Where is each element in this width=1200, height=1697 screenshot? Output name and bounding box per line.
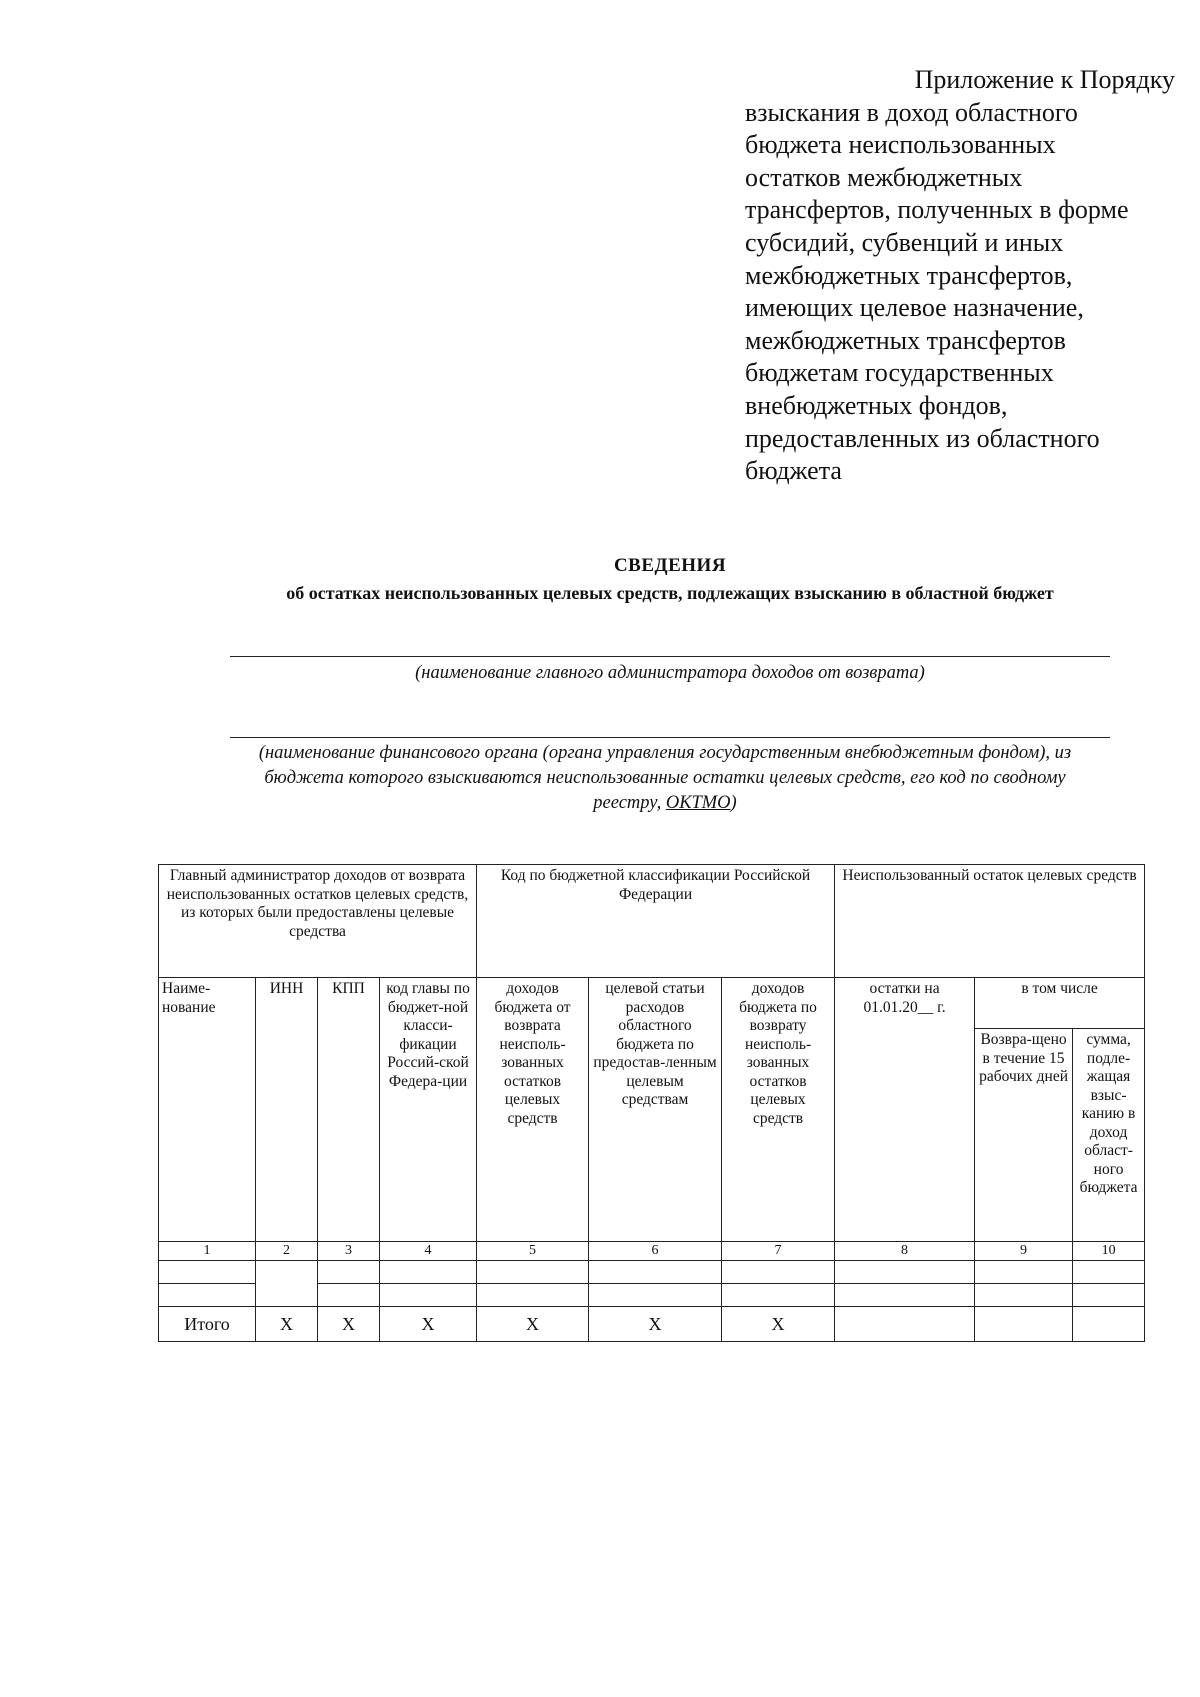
column-number: 10 [1073,1242,1145,1261]
appendix-line: бюджета неиспользованных [745,130,1056,160]
appendix-line: имеющих целевое назначение, [745,293,1084,323]
column-number: 4 [380,1242,477,1261]
column-number: 8 [835,1242,975,1261]
total-cell-x: X [589,1307,722,1342]
col-target-article-header: целевой статьи расходов областного бюджета по предостав-ленным целевым средствам [589,978,722,1242]
col-to-recover-header: сумма, подле-жащая взыс-канию в доход област-ного бюджета [1073,1029,1145,1242]
appendix-line: внебюджетных фондов, [745,390,1008,420]
column-number: 1 [159,1242,256,1261]
table-cell[interactable] [1073,1284,1145,1307]
appendix-line: межбюджетных трансфертов, [745,260,1073,290]
table-cell[interactable] [835,1284,975,1307]
appendix-line: Приложение к Порядку [914,65,1175,94]
table-cell[interactable] [722,1261,835,1284]
appendix-line: бюджета [745,456,842,486]
finorg-caption-line: бюджета которого взыскиваются неиспользованные остатки целевых средств, его код по сводному [264,768,1066,788]
col-inn-header: ИНН [256,978,318,1242]
column-number: 3 [318,1242,380,1261]
total-row [159,1307,1145,1342]
total-cell-x: X [477,1307,589,1342]
finorg-caption-text: реестру, [593,793,666,813]
table-cell[interactable] [589,1261,722,1284]
kbk-group-header: Код по бюджетной классификации Российской Федерации [477,865,835,978]
total-label: Итого [159,1307,256,1342]
group-header-row [159,865,1145,978]
appendix-line: субсидий, субвенций и иных [745,227,1064,257]
oktmo-text: ОКТМО [665,793,731,813]
table-cell[interactable] [477,1284,589,1307]
total-cell-x: X [256,1307,318,1342]
column-number: 9 [975,1242,1073,1261]
table-cell[interactable] [318,1261,380,1284]
appendix-line: взыскания в доход областного [745,97,1078,127]
total-cell-x: X [380,1307,477,1342]
remainder-group-header: Неиспользованный остаток целевых средств [835,865,1145,978]
total-to-recover-cell[interactable] [1073,1307,1145,1342]
total-returned-cell[interactable] [975,1307,1073,1342]
col-chapter-code-header: код главы по бюджет-ной класси-фикации Россий-ской Федера-ции [380,978,477,1242]
appendix-line: бюджетам государственных [745,358,1054,388]
table-cell[interactable] [975,1261,1073,1284]
column-numbers-row [159,1242,1145,1261]
document-title: СВЕДЕНИЯ [613,555,727,576]
table-cell[interactable] [380,1284,477,1307]
table-cell[interactable] [159,1261,256,1284]
total-cell-x: X [722,1307,835,1342]
appendix-block [745,64,1185,488]
appendix-line: остатков межбюджетных [745,162,1023,192]
finorg-name-caption [160,741,1170,816]
admin-group-header: Главный администратор доходов от возврата неиспользованных остатков целевых средств, из которых были предоставлены целевые средства [159,865,477,978]
col-kpp-header: КПП [318,978,380,1242]
table-cell[interactable] [380,1261,477,1284]
document-subtitle: об остатках неиспользованных целевых средств, подлежащих взысканию в областной бюджет [286,583,1054,603]
column-number: 7 [722,1242,835,1261]
table-cell[interactable] [975,1284,1073,1307]
column-number: 5 [477,1242,589,1261]
col-balance-date-header: остатки на 01.01.20__ г. [835,978,975,1242]
including-group-header: в том числе [975,978,1145,1029]
remainders-table [158,864,1145,1342]
finorg-caption-line [160,791,1170,816]
finorg-name-line [230,737,1110,738]
total-cell-x: X [318,1307,380,1342]
col-income-refund-header: доходов бюджета по возврату неисполь-зованных остатков целевых средств [722,978,835,1242]
col-income-return-header: доходов бюджета от возврата неисполь-зованных остатков целевых средств [477,978,589,1242]
data-row [159,1261,1145,1284]
col-returned-header: Возвра-щено в течение 15 рабочих дней [975,1029,1073,1242]
column-number: 6 [589,1242,722,1261]
column-header-row [159,978,1145,1029]
table-cell[interactable] [589,1284,722,1307]
appendix-line: предоставленных из областного [745,423,1100,453]
finorg-caption-text: ) [730,793,737,813]
total-balance-cell[interactable] [835,1307,975,1342]
table-cell[interactable] [1073,1261,1145,1284]
column-number: 2 [256,1242,318,1261]
appendix-line: межбюджетных трансфертов [745,325,1066,355]
col-name-header: Наиме-нование [159,978,256,1242]
table-cell[interactable] [318,1284,380,1307]
table-cell[interactable] [835,1261,975,1284]
table-cell[interactable] [256,1261,318,1307]
finorg-caption-line: (наименование финансового органа (органа управления государственным внебюджетным фондом), из [258,743,1072,763]
table-cell[interactable] [722,1284,835,1307]
table-cell[interactable] [159,1284,256,1307]
table-cell[interactable] [477,1261,589,1284]
admin-name-caption: (наименование главного администратора доходов от возврата) [415,663,925,683]
appendix-line: трансфертов, полученных в форме [745,195,1129,225]
admin-name-line [230,656,1110,657]
